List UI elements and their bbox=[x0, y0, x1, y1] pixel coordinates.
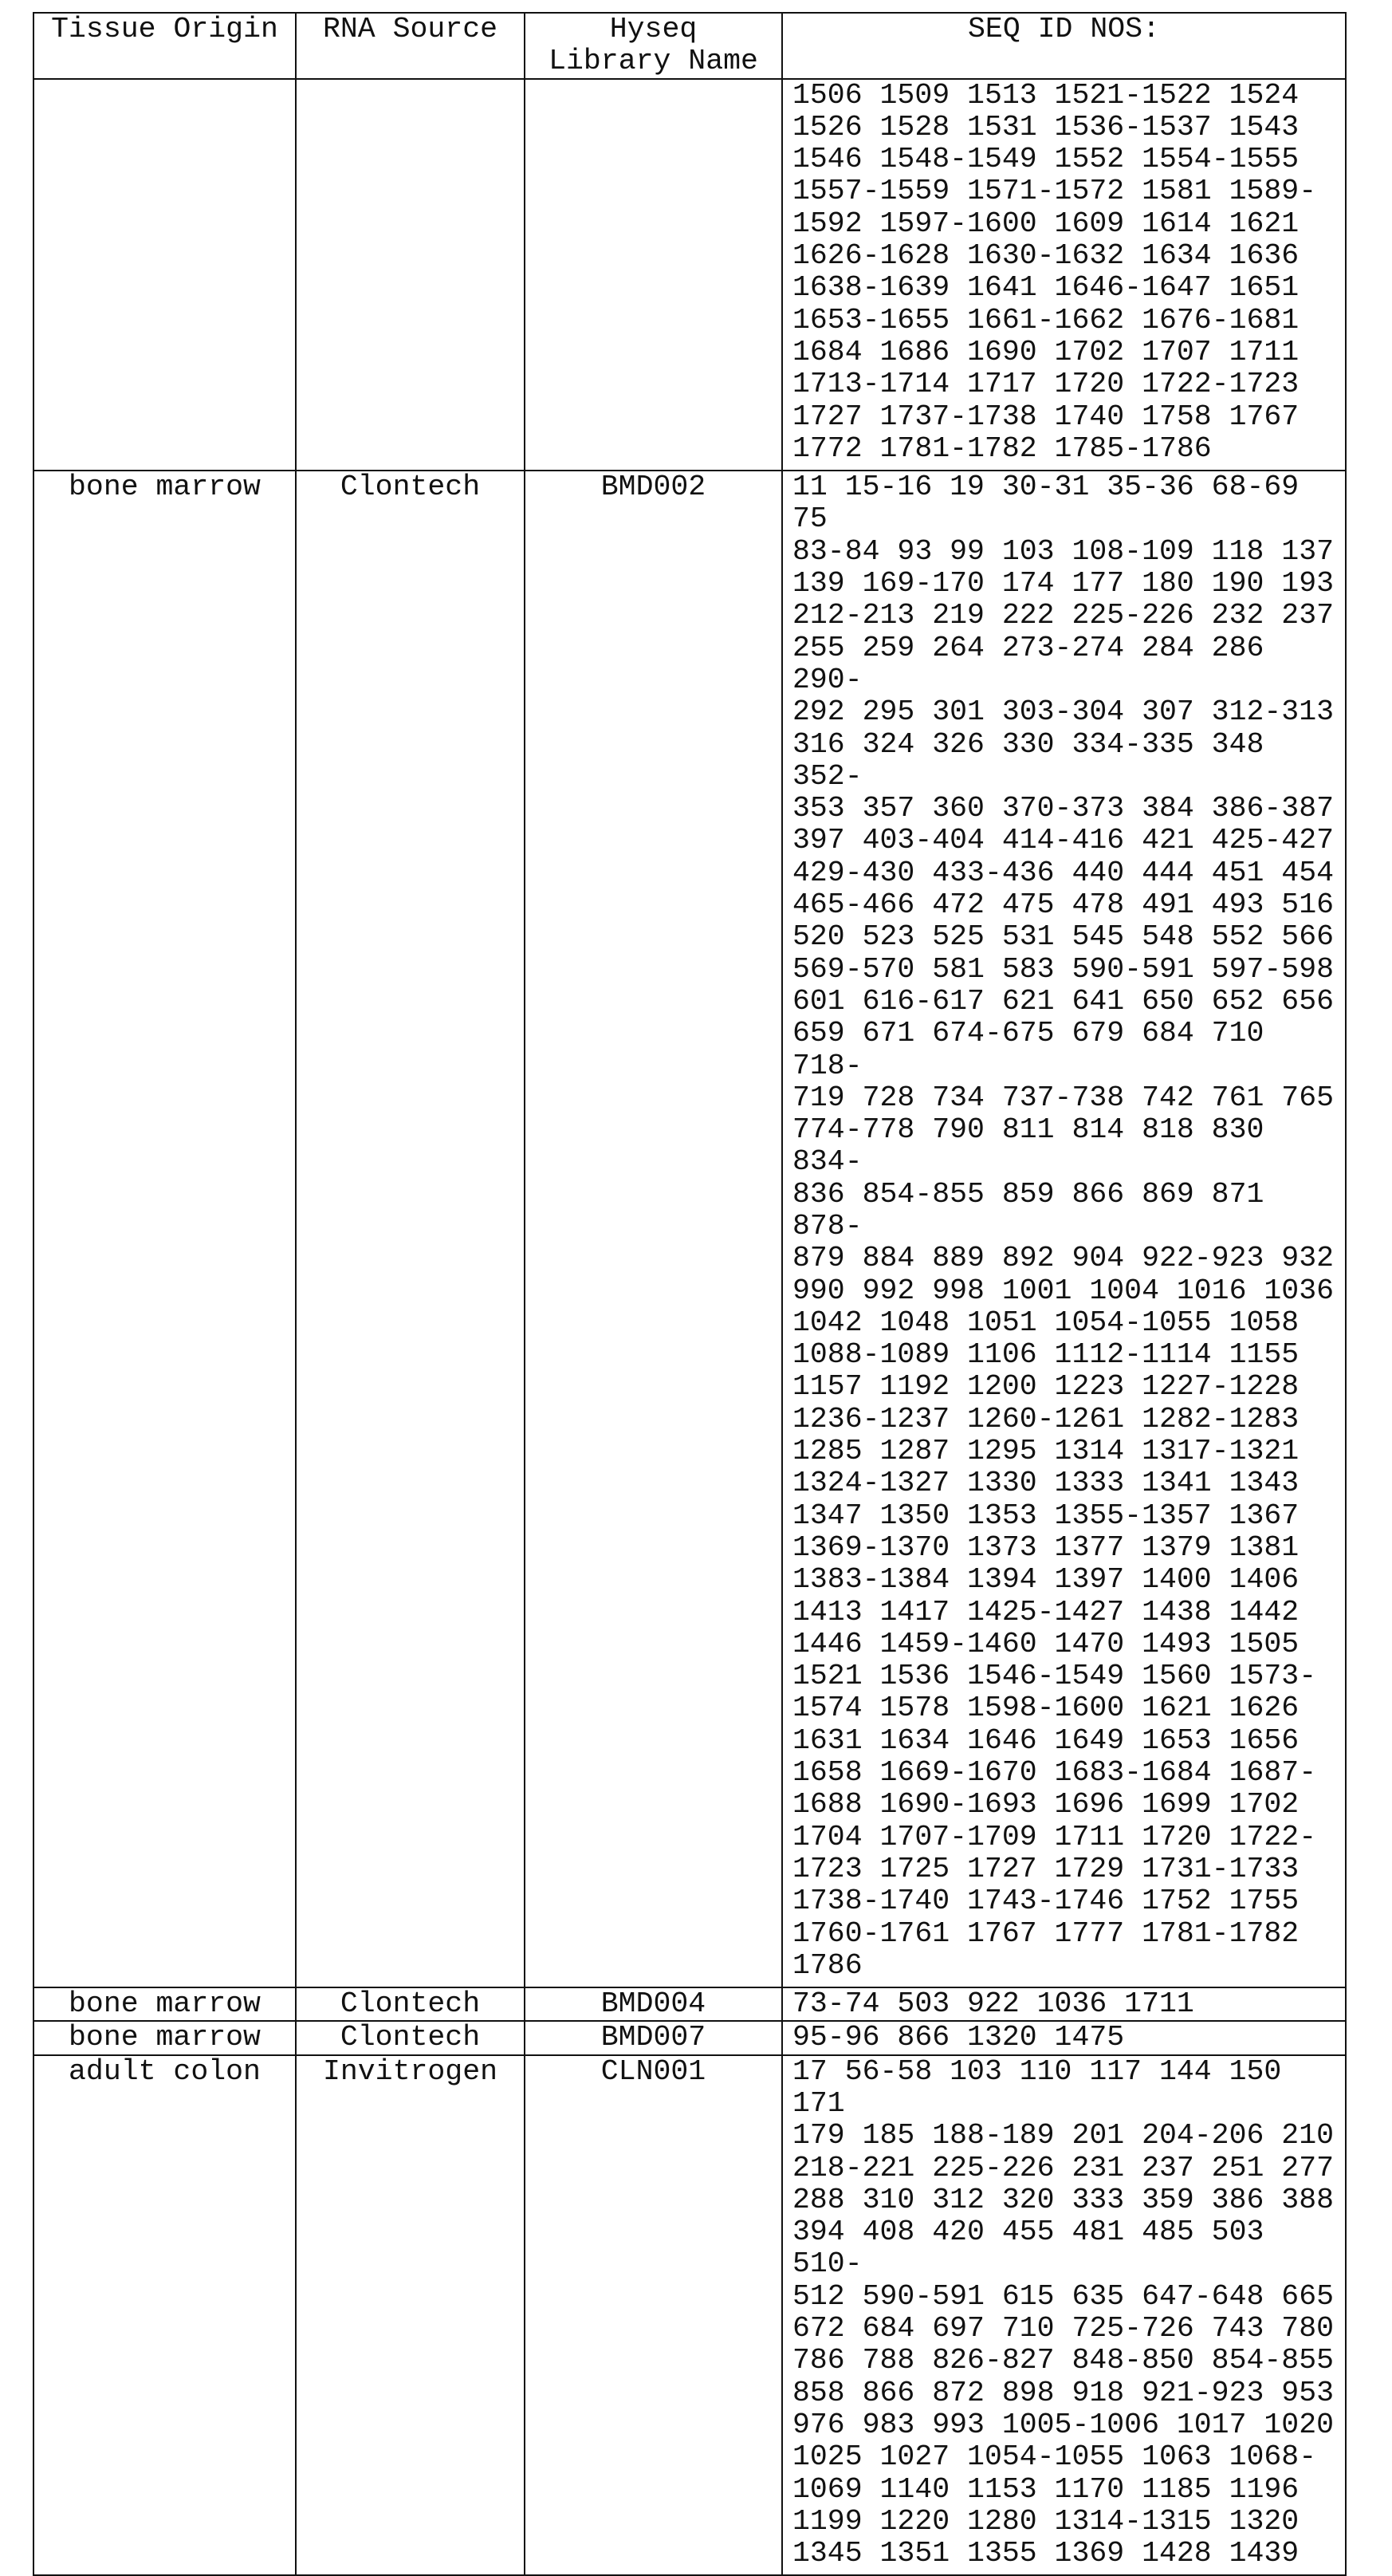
header-seq-id-nos: SEQ ID NOS: bbox=[782, 13, 1346, 79]
seq-id-cell: 11 15-16 19 30-31 35-36 68-69 75 83-84 93 99 103 108-109 118 137 139 169-170 174 177 180 190 193 212-213 219 222 225-226 232 237 255 259 264 273-274 284 286 290- 292 295 301 303-304 307 312-313 316 324 326 330 334-335 348 352- 353 357 360 370-373 384 386-387 397 403-404 414-416 421 425-427 429-430 433-436 440 444 451 454 465-466 472 475 478 491 493 516 520 523 525 531 545 548 552 566 569-570 581 583 590-591 597-598 601 616-617 621 641 650 652 656 659 671 674-675 679 684 710 718- 719 728 734 737-738 742 761 765 774-778 790 811 814 818 830 834- 836 854-855 859 866 869 871 878- 879 884 889 892 904 922-923 932 990 992 998 1001 1004 1016 1036 1042 1048 1051 1054-1055 1058 1088-1089 1106 1112-1114 1155 1157 1192 1200 1223 1227-1228 1236-1237 1260-1261 1282-1283 1285 1287 1295 1314 1317-1321 1324-1327 1330 1333 1341 1343 1347 1350 1353 1355-1357 1367 1369-1370 1373 1377 1379 1381 1383-1384 1394 1397 1400 1406 1413 1417 1425-1427 1438 1442 1446 1459-1460 1470 1493 1505 1521 1536 1546-1549 1560 1573- 1574 1578 1598-1600 1621 1626 1631 1634 1646 1649 1653 1656 1658 1669-1670 1683-1684 1687- 1688 1690-1693 1696 1699 1702 1704 1707-1709 1711 1720 1722- 1723 1725 1727 1729 1731-1733 1738-1740 1743-1746 1752 1755 1760-1761 1767 1777 1781-1782 1786 bbox=[782, 471, 1346, 1987]
rna-source-cell: Clontech bbox=[296, 471, 525, 1987]
seq-id-table bbox=[33, 12, 1347, 2576]
table-row bbox=[33, 79, 1346, 471]
header-tissue-origin: Tissue Origin bbox=[33, 13, 296, 79]
library-name-cell: BMD004 bbox=[525, 1987, 782, 2021]
rna-source-cell: Clontech bbox=[296, 1987, 525, 2021]
table-row bbox=[33, 2021, 1346, 2054]
header-rna-source: RNA Source bbox=[296, 13, 525, 79]
table-row bbox=[33, 2055, 1346, 2576]
seq-id-cell: 17 56-58 103 110 117 144 150 171 179 185 188-189 201 204-206 210 218-221 225-226 231 237 251 277 288 310 312 320 333 359 386 388 394 408 420 455 481 485 503 510- 512 590-591 615 635 647-648 665 672 684 697 710 725-726 743 780 786 788 826-827 848-850 854-855 858 866 872 898 918 921-923 953 976 983 993 1005-1006 1017 1020 1025 1027 1054-1055 1063 1068- 1069 1140 1153 1170 1185 1196 1199 1220 1280 1314-1315 1320 1345 1351 1355 1369 1428 1439 bbox=[782, 2055, 1346, 2576]
seq-id-cell: 95-96 866 1320 1475 bbox=[782, 2021, 1346, 2054]
seq-id-cell: 73-74 503 922 1036 1711 bbox=[782, 1987, 1346, 2021]
rna-source-cell: Clontech bbox=[296, 2021, 525, 2054]
header-row bbox=[33, 13, 1346, 79]
tissue-origin-cell: adult colon bbox=[33, 2055, 296, 2576]
library-name-cell bbox=[525, 79, 782, 471]
seq-id-cell: 1506 1509 1513 1521-1522 1524 1526 1528 1531 1536-1537 1543 1546 1548-1549 1552 1554-1555 1557-1559 1571-1572 1581 1589- 1592 1597-1600 1609 1614 1621 1626-1628 1630-1632 1634 1636 1638-1639 1641 1646-1647 1651 1653-1655 1661-1662 1676-1681 1684 1686 1690 1702 1707 1711 1713-1714 1717 1720 1722-1723 1727 1737-1738 1740 1758 1767 1772 1781-1782 1785-1786 bbox=[782, 79, 1346, 471]
library-name-cell: CLN001 bbox=[525, 2055, 782, 2576]
tissue-origin-cell: bone marrow bbox=[33, 471, 296, 1987]
tissue-origin-cell bbox=[33, 79, 296, 471]
tissue-origin-cell: bone marrow bbox=[33, 1987, 296, 2021]
table-row bbox=[33, 1987, 1346, 2021]
library-name-cell: BMD002 bbox=[525, 471, 782, 1987]
rna-source-cell: Invitrogen bbox=[296, 2055, 525, 2576]
tissue-origin-cell: bone marrow bbox=[33, 2021, 296, 2054]
rna-source-cell bbox=[296, 79, 525, 471]
table-row bbox=[33, 471, 1346, 1987]
header-library-name: Hyseq Library Name bbox=[525, 13, 782, 79]
library-name-cell: BMD007 bbox=[525, 2021, 782, 2054]
